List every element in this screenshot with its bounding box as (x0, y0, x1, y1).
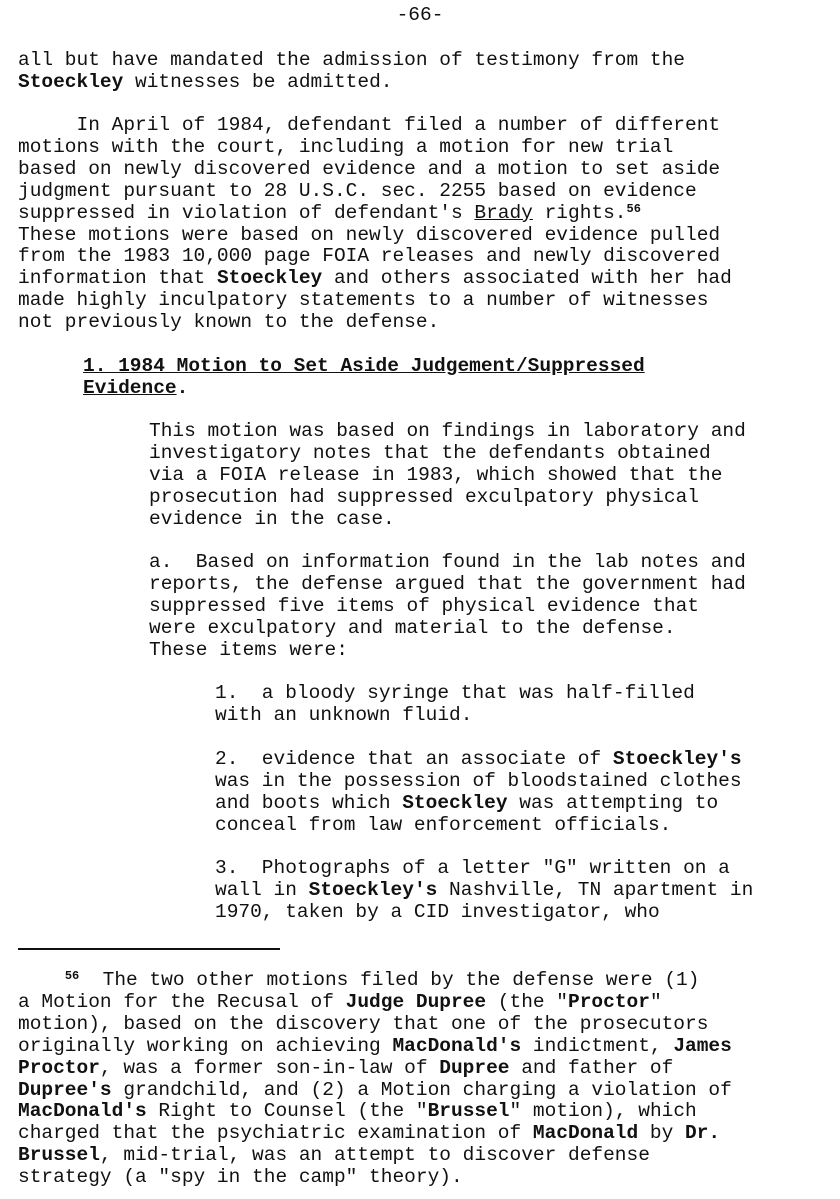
text-line: investigatory notes that the defendants obtained (149, 441, 711, 464)
name-james: James (673, 1034, 732, 1057)
text-line: evidence in the case. (149, 507, 395, 530)
text-line: not previously known to the defense. (18, 311, 440, 334)
motion-paragraph (149, 421, 746, 531)
text-line: 2. evidence that an associate of (215, 748, 613, 770)
text-line: 3. Photographs of a letter "G" written on a (215, 857, 730, 879)
text-line: information that (18, 267, 217, 290)
text-line: made highly inculpatory statements to a number of witnesses (18, 289, 709, 312)
text-line: with an unknown fluid. (215, 703, 473, 726)
heading-period: . (176, 376, 189, 399)
text-line: rights. (532, 201, 627, 224)
paragraph-april-1984 (18, 115, 732, 334)
footnote-56 (18, 970, 732, 1189)
text-line: based on newly discovered evidence and a motion to set aside (18, 157, 721, 180)
text-line: grandchild, and (2) a Motion charging a violation of (111, 1078, 732, 1101)
text-line: Nashville, TN apartment in (437, 878, 754, 901)
text-line: and father of (509, 1056, 674, 1079)
text-line: strategy (a "spy in the camp" theory). (18, 1166, 463, 1189)
name-stoeckley: Stoeckley (402, 791, 508, 814)
text-line: , was a former son-in-law of (99, 1056, 440, 1079)
name-stoeckley: Stoeckley (18, 70, 124, 93)
text-line: (the " (486, 990, 569, 1013)
page-number: -66- (396, 4, 444, 26)
name-macdonald: MacDonald (532, 1122, 639, 1145)
name-macdonald: MacDonald's (18, 1100, 147, 1123)
text-line: 1. a bloody syringe that was half-filled (215, 682, 695, 704)
list-item (215, 683, 695, 727)
footnote-number: 56 (64, 969, 80, 983)
text-line: were exculpatory and material to the defense. (149, 616, 676, 639)
text-line: wall in (215, 878, 309, 901)
name-proctor: Proctor (18, 1056, 100, 1079)
text-line: indictment, (521, 1034, 674, 1057)
text-line: conceal from law enforcement officials. (215, 813, 672, 836)
text-line: " motion), which (509, 1100, 697, 1123)
name-brussel: Brussel (427, 1100, 510, 1123)
text-line: was in the possession of bloodstained clothes (215, 769, 742, 792)
heading-line: Evidence (83, 376, 177, 399)
text-line: judgment pursuant to 28 U.S.C. sec. 2255 based on evidence (18, 179, 697, 202)
text-line: from the 1983 10,000 page FOIA releases and newly discovered (18, 245, 721, 268)
text-line: suppressed five items of physical evidence that (149, 594, 699, 617)
text-line: 1970, taken by a CID investigator, who (215, 900, 660, 923)
name-proctor: Proctor (568, 990, 650, 1013)
text-line: by (638, 1122, 686, 1145)
text-line: reports, the defense argued that the government had (149, 572, 746, 595)
item-a-paragraph (149, 552, 746, 662)
text-line: and others associated with her had (322, 267, 732, 290)
intro-paragraph (18, 50, 685, 94)
section-heading (83, 356, 645, 400)
text-line: was attempting to (507, 791, 719, 814)
text-line: and boots which (215, 791, 403, 814)
text-line: suppressed in violation of defendant's (18, 201, 475, 224)
list-item (215, 749, 742, 837)
brady-case-name: Brady (474, 201, 533, 224)
name-judge-dupree: Judge Dupree (345, 990, 487, 1013)
text-line: originally working on achieving (18, 1034, 393, 1057)
name-stoeckley: Stoeckley's (612, 748, 742, 770)
text-line: , mid-trial, was an attempt to discover defense (99, 1144, 650, 1167)
text-line: a. Based on information found in the lab notes and (149, 551, 746, 573)
name-stoeckley: Stoeckley (216, 267, 323, 290)
text-line: This motion was based on findings in laboratory and (149, 420, 746, 442)
text-line: motions with the court, including a motion for new trial (18, 135, 674, 158)
text-line: a Motion for the Recusal of (18, 990, 346, 1013)
text-line: charged that the psychiatric examination of (18, 1122, 533, 1145)
text-line: The two other motions filed by the defense were (1) (79, 969, 700, 991)
text-line: In April of 1984, defendant filed a number of different (18, 114, 721, 136)
heading-line: 1. 1984 Motion to Set Aside Judgement/Suppressed (83, 355, 645, 377)
text-line: witnesses be admitted. (123, 70, 393, 93)
text-line: via a FOIA release in 1983, which showed that the (149, 463, 723, 486)
footnote-reference: 56 (626, 201, 641, 216)
name-dr: Dr. (685, 1122, 721, 1145)
text-line: prosecution had suppressed exculpatory physical (149, 485, 699, 508)
text-line: all but have mandated the admission of testimony from the (18, 49, 686, 71)
name-dupree: Dupree's (18, 1078, 112, 1101)
text-line: Right to Counsel (the " (146, 1100, 428, 1123)
list-item (215, 858, 753, 924)
name-macdonald: MacDonald's (392, 1034, 522, 1057)
text-line: These motions were based on newly discovered evidence pulled (18, 223, 721, 246)
name-dupree: Dupree (439, 1056, 510, 1079)
text-line: motion), based on the discovery that one of the prosecutors (18, 1012, 709, 1035)
text-line: These items were: (149, 638, 348, 661)
text-line: " (649, 990, 662, 1013)
name-stoeckley: Stoeckley's (308, 878, 438, 901)
footnote-divider (18, 948, 280, 950)
name-brussel: Brussel (18, 1144, 100, 1167)
